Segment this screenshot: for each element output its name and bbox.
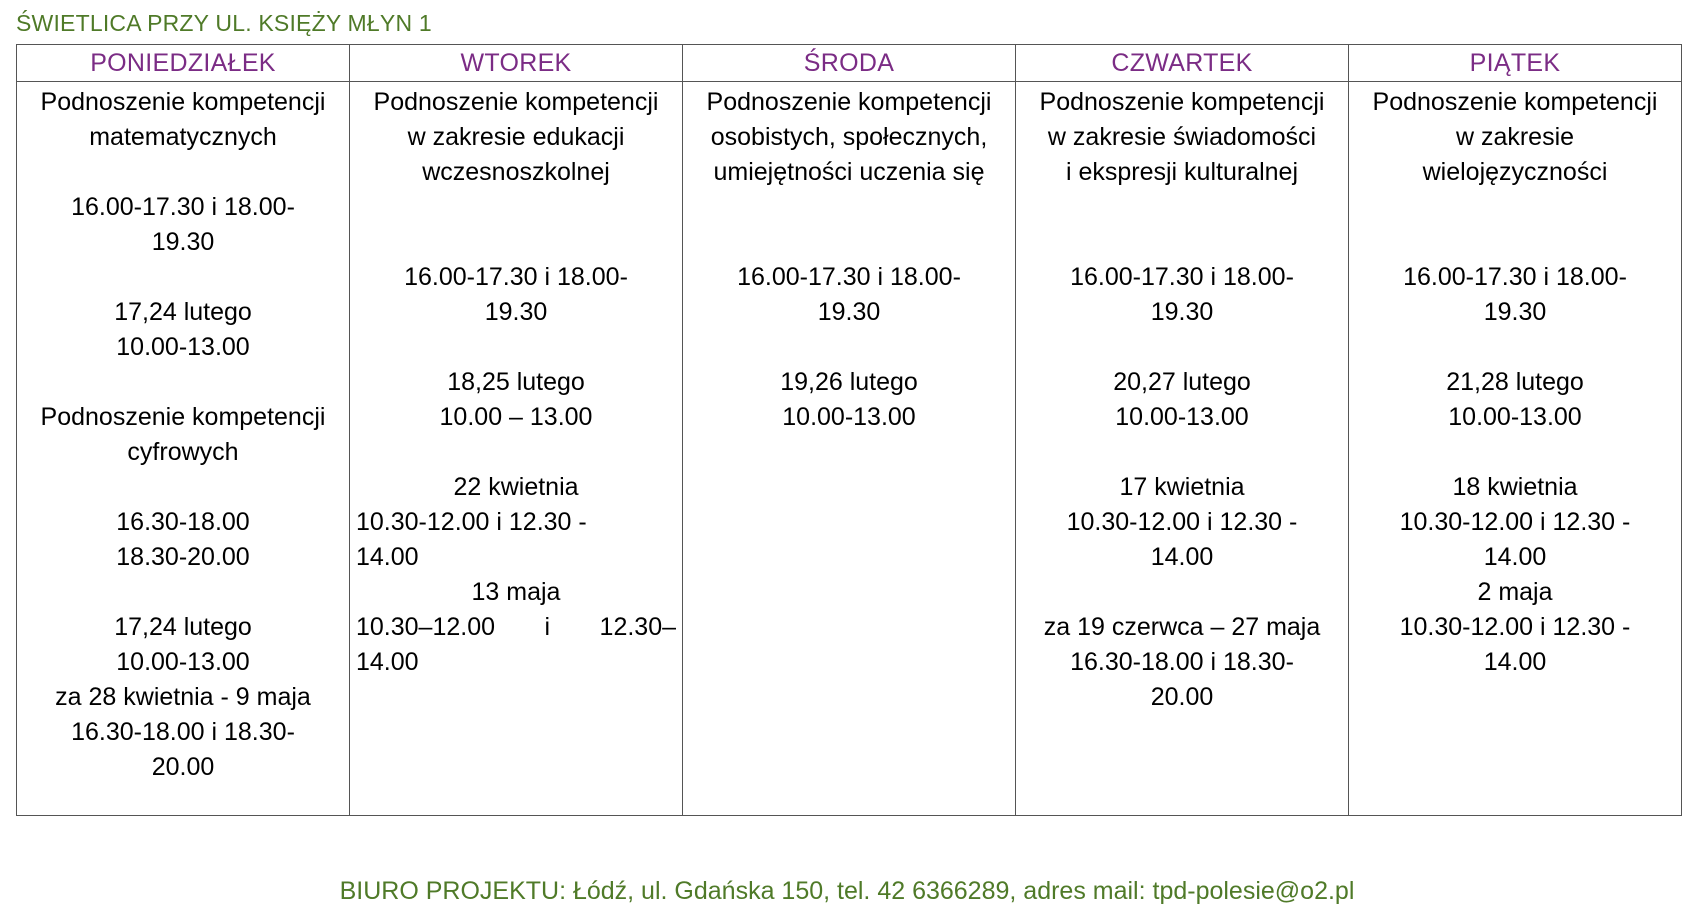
schedule-line: 16.30-18.00 xyxy=(116,508,250,536)
schedule-line: 10.30-12.00 i 12.30 - xyxy=(1399,508,1631,536)
schedule-line: i ekspresji kulturalnej xyxy=(1065,158,1299,186)
spacer-line xyxy=(1022,575,1342,610)
schedule-line: Podnoszenie kompetencji xyxy=(706,88,992,116)
schedule-line: 19.30 xyxy=(151,228,215,256)
schedule-line: za 28 kwietnia - 9 maja xyxy=(55,683,311,711)
schedule-line: Podnoszenie kompetencji xyxy=(40,88,326,116)
schedule-line: 16.00-17.30 i 18.00- xyxy=(1070,263,1294,291)
schedule-line: 16.30-18.00 i 18.30- xyxy=(71,718,295,746)
schedule-line: 19.30 xyxy=(1483,298,1547,326)
schedule-line: 10.00-13.00 xyxy=(116,333,250,361)
cell-monday xyxy=(17,82,350,816)
spacer-line xyxy=(356,190,676,225)
schedule-line: Podnoszenie kompetencji xyxy=(373,88,659,116)
schedule-line: 17 kwietnia xyxy=(1119,473,1245,501)
schedule-line: 10.30-12.00 i 12.30 - xyxy=(1399,613,1631,641)
schedule-line: 10.00-13.00 xyxy=(782,403,916,431)
spacer-line xyxy=(689,190,1009,225)
schedule-line: 10.30–12.00 i 12.30– xyxy=(356,613,676,641)
schedule-line: 19.30 xyxy=(484,298,548,326)
schedule-line: 19.30 xyxy=(1150,298,1214,326)
spacer-line xyxy=(23,365,343,400)
schedule-line: 16.30-18.00 i 18.30- xyxy=(1070,648,1294,676)
schedule-line: 16.00-17.30 i 18.00- xyxy=(737,263,961,291)
schedule-line: 18 kwietnia xyxy=(1452,473,1578,501)
cell-friday xyxy=(1349,82,1682,816)
cell-wednesday xyxy=(683,82,1016,816)
header-monday: PONIEDZIAŁEK xyxy=(17,45,350,82)
monday-lines xyxy=(23,85,343,785)
schedule-line: osobistych, społecznych, xyxy=(710,123,988,151)
spacer-line xyxy=(1022,330,1342,365)
schedule-line: w zakresie edukacji xyxy=(407,123,625,151)
spacer-line xyxy=(1022,190,1342,225)
schedule-line: 20.00 xyxy=(151,753,215,781)
spacer-line xyxy=(1355,435,1675,470)
schedule-line: cyfrowych xyxy=(127,438,239,466)
schedule-line: 18.30-20.00 xyxy=(116,543,250,571)
friday-lines xyxy=(1355,85,1675,680)
spacer-line xyxy=(1022,435,1342,470)
schedule-line: 16.00-17.30 i 18.00- xyxy=(1403,263,1627,291)
spacer-line xyxy=(689,225,1009,260)
schedule-line: 10.30-12.00 i 12.30 - xyxy=(356,508,587,536)
schedule-line: 14.00 xyxy=(1483,543,1547,571)
schedule-line: 10.00-13.00 xyxy=(116,648,250,676)
spacer-line xyxy=(356,225,676,260)
schedule-line: 14.00 xyxy=(356,648,419,676)
spacer-line xyxy=(23,155,343,190)
schedule-line: umiejętności uczenia się xyxy=(713,158,985,186)
schedule-line: 13 maja xyxy=(471,578,561,606)
cell-thursday xyxy=(1016,82,1349,816)
schedule-line: 21,28 lutego xyxy=(1446,368,1584,396)
header-tuesday: WTOREK xyxy=(350,45,683,82)
schedule-line: 2 maja xyxy=(1477,578,1553,606)
schedule-line: 16.00-17.30 i 18.00- xyxy=(71,193,295,221)
header-row xyxy=(17,45,1682,82)
tuesday-lines xyxy=(356,85,676,680)
spacer-line xyxy=(356,435,676,470)
schedule-line: 16.00-17.30 i 18.00- xyxy=(404,263,628,291)
spacer-line xyxy=(1355,330,1675,365)
spacer-line xyxy=(1355,190,1675,225)
schedule-line: Podnoszenie kompetencji xyxy=(40,403,326,431)
wednesday-lines xyxy=(689,85,1009,435)
spacer-line xyxy=(23,260,343,295)
schedule-line: Podnoszenie kompetencji xyxy=(1372,88,1658,116)
schedule-line: wczesnoszkolnej xyxy=(422,158,610,186)
schedule-line: w zakresie świadomości xyxy=(1047,123,1317,151)
schedule-row xyxy=(17,82,1682,816)
schedule-line: 22 kwietnia xyxy=(453,473,579,501)
schedule-line: 10.00-13.00 xyxy=(1448,403,1582,431)
schedule-line: 20.00 xyxy=(1150,683,1214,711)
schedule-line: 17,24 lutego xyxy=(114,298,252,326)
spacer-line xyxy=(1355,225,1675,260)
schedule-line: wielojęzyczności xyxy=(1422,158,1608,186)
spacer-line xyxy=(689,330,1009,365)
schedule-line: w zakresie xyxy=(1455,123,1575,151)
schedule-line: 14.00 xyxy=(356,543,419,571)
schedule-line: 18,25 lutego xyxy=(447,368,585,396)
header-friday: PIĄTEK xyxy=(1349,45,1682,82)
schedule-line: 10.30-12.00 i 12.30 - xyxy=(1066,508,1298,536)
spacer-line xyxy=(1022,225,1342,260)
thursday-lines xyxy=(1022,85,1342,715)
header-thursday: CZWARTEK xyxy=(1016,45,1349,82)
schedule-line: 19.30 xyxy=(817,298,881,326)
schedule-line: 14.00 xyxy=(1483,648,1547,676)
spacer-line xyxy=(23,575,343,610)
spacer-line xyxy=(23,470,343,505)
schedule-line: za 19 czerwca – 27 maja xyxy=(1043,613,1321,641)
schedule-table xyxy=(16,44,1682,816)
cell-tuesday xyxy=(350,82,683,816)
schedule-line: 10.00-13.00 xyxy=(1115,403,1249,431)
schedule-line: 19,26 lutego xyxy=(780,368,918,396)
header-wednesday: ŚRODA xyxy=(683,45,1016,82)
spacer-line xyxy=(356,330,676,365)
page-title: ŚWIETLICA PRZY UL. KSIĘŻY MŁYN 1 xyxy=(16,10,432,36)
schedule-line: 20,27 lutego xyxy=(1113,368,1251,396)
schedule-line: 10.00 – 13.00 xyxy=(439,403,593,431)
project-office-footer: BIURO PROJEKTU: Łódź, ul. Gdańska 150, tel. 42 6366289, adres mail: tpd-polesie@o2.pl xyxy=(339,877,1355,905)
schedule-line: 17,24 lutego xyxy=(114,613,252,641)
schedule-line: Podnoszenie kompetencji xyxy=(1039,88,1325,116)
schedule-line: 14.00 xyxy=(1150,543,1214,571)
schedule-line: matematycznych xyxy=(89,123,277,151)
